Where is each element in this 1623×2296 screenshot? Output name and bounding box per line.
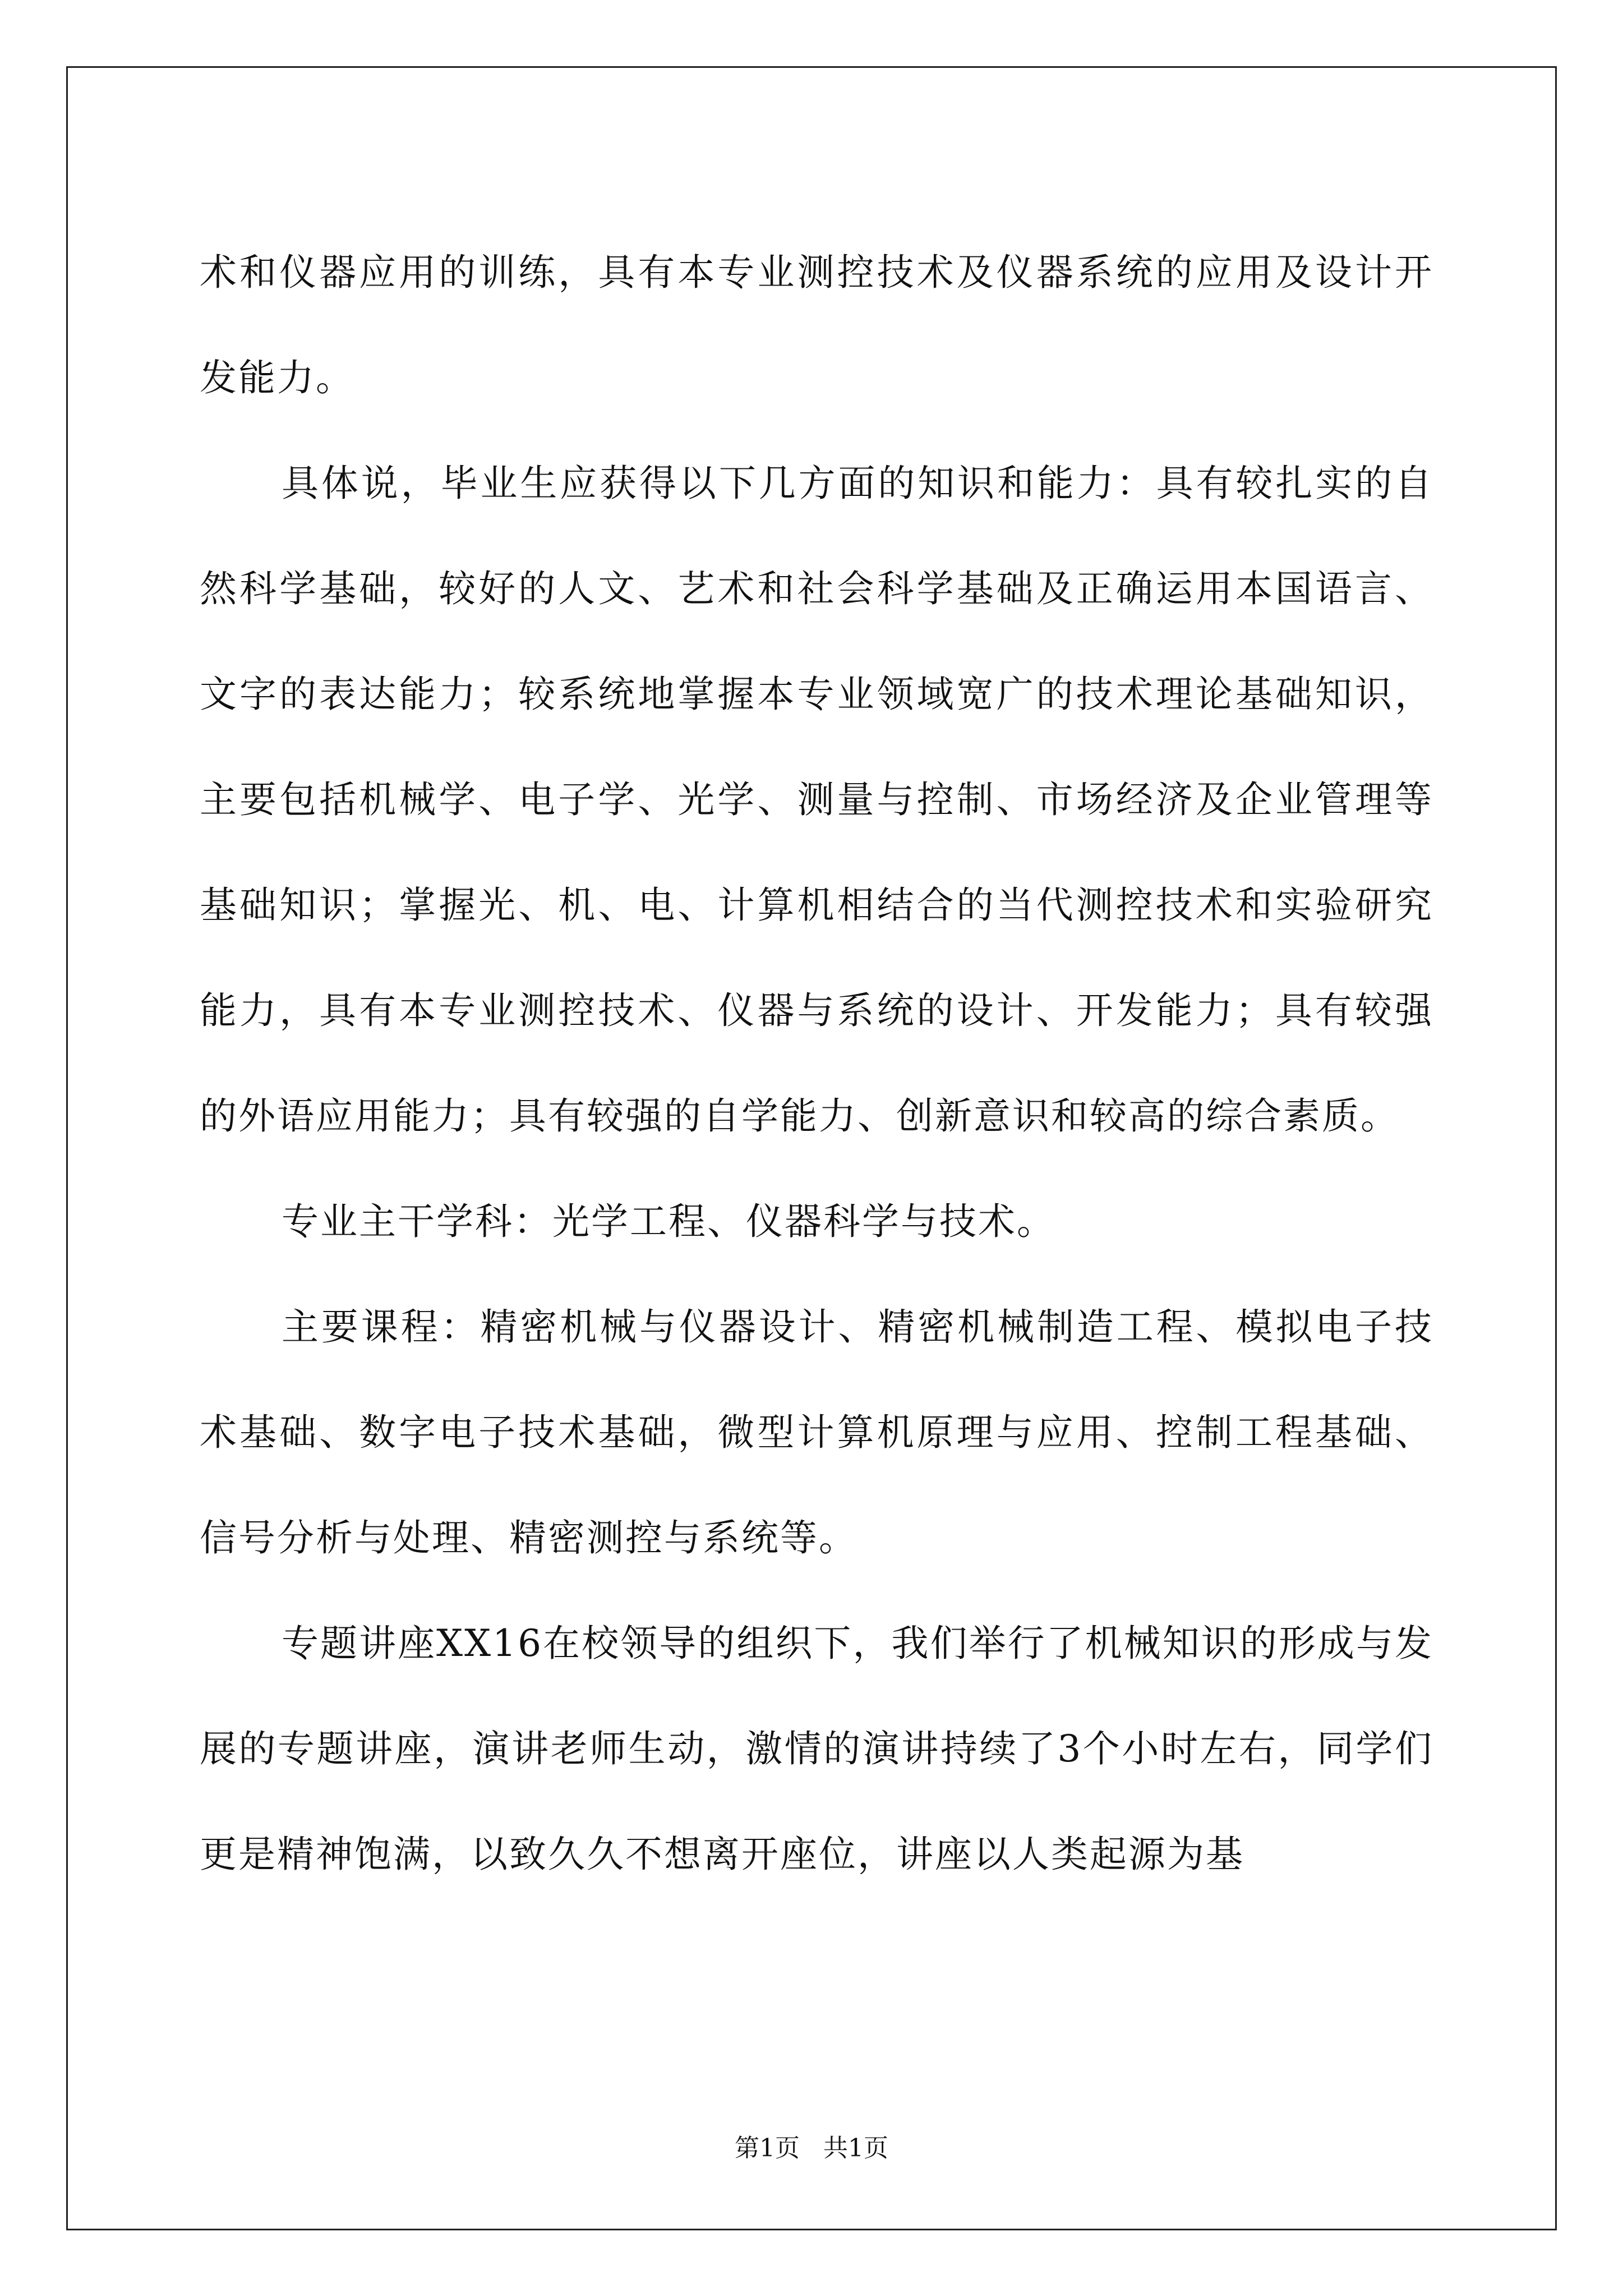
- paragraph-2: 具体说，毕业生应获得以下几方面的知识和能力：具有较扎实的自然科学基础，较好的人文、艺术和社会科学基础及正确运用本国语言、文字的表达能力；较系统地掌握本专业领域宽广的技术理论基础知识，主要包括机械学、电子学、光学、测量与控制、市场经济及企业管理等基础知识；掌握光、机、电、计算机相结合的当代测控技术和实验研究能力，具有本专业测控技术、仪器与系统的设计、开发能力；具有较强的外语应用能力；具有较强的自学能力、创新意识和较高的综合素质。: [200, 462, 1433, 1138]
- paragraph-3: 专业主干学科：光学工程、仪器科学与技术。: [282, 1200, 1055, 1243]
- page-total: 共1页: [823, 2134, 888, 2162]
- page-footer: [0, 2132, 1623, 2165]
- page-number: 第1页: [735, 2134, 800, 2162]
- document-body: [200, 220, 1433, 1907]
- paragraph-5: 专题讲座XX16在校领导的组织下，我们举行了机械知识的形成与发展的专题讲座，演讲老师生动，激情的演讲持续了3个小时左右，同学们更是精神饱满，以致久久不想离开座位，讲座以人类起源为基: [200, 1622, 1433, 1876]
- paragraph-4: 主要课程：精密机械与仪器设计、精密机械制造工程、模拟电子技术基础、数字电子技术基础，微型计算机原理与应用、控制工程基础、信号分析与处理、精密测控与系统等。: [200, 1305, 1433, 1559]
- paragraph-1: 术和仪器应用的训练，具有本专业测控技术及仪器系统的应用及设计开发能力。: [200, 251, 1433, 399]
